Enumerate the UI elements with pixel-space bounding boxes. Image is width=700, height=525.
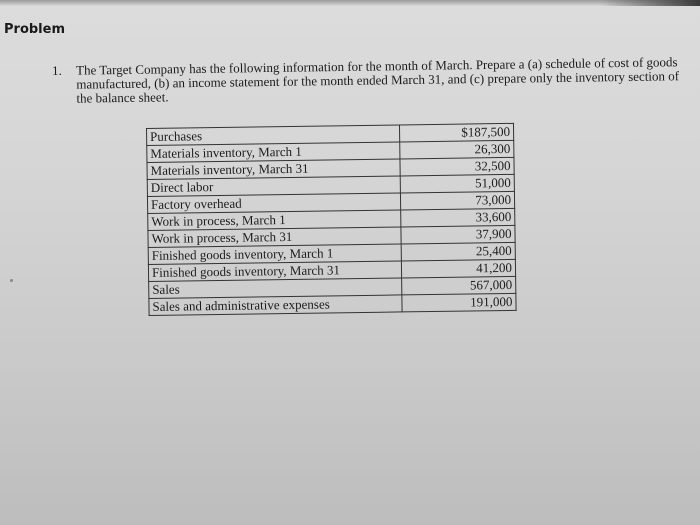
page-title: Problem [4,22,65,37]
row-label: Sales and administrative expenses [149,295,403,316]
row-label: Work in process, March 31 [148,227,402,248]
row-label: Materials inventory, March 1 [147,142,401,163]
row-value: 567,000 [402,276,516,295]
row-label: Direct labor [147,176,401,197]
row-label: Finished goods inventory, March 31 [148,261,402,282]
row-label: Sales [149,278,403,299]
speck [10,279,13,282]
row-value: 33,600 [401,208,515,227]
row-label: Finished goods inventory, March 1 [148,244,402,265]
row-label: Purchases [147,125,401,146]
row-value: 51,000 [401,174,515,193]
row-value: 73,000 [401,191,515,210]
question-text: The Target Company has the following information for the month of March. Prepare a (a) schedule of cost of goods manufactured, (b) an income statement for the month ended March 31, and (c) prepare only the inventory section of the balance sheet. [75,54,680,106]
question-number: 1. [51,62,62,78]
row-value: $187,500 [400,123,514,142]
row-value: 32,500 [400,157,514,176]
row-label: Work in process, March 1 [148,210,402,231]
data-table [146,123,517,316]
row-value: 26,300 [400,140,514,159]
row-value: 25,400 [402,242,516,261]
row-value: 41,200 [402,259,516,278]
top-edge-shadow [600,0,700,6]
row-label: Factory overhead [147,193,401,214]
row-value: 37,900 [401,225,515,244]
row-value: 191,000 [402,293,516,312]
top-edge [0,0,700,6]
question-block [52,55,683,106]
row-label: Materials inventory, March 31 [147,159,401,180]
